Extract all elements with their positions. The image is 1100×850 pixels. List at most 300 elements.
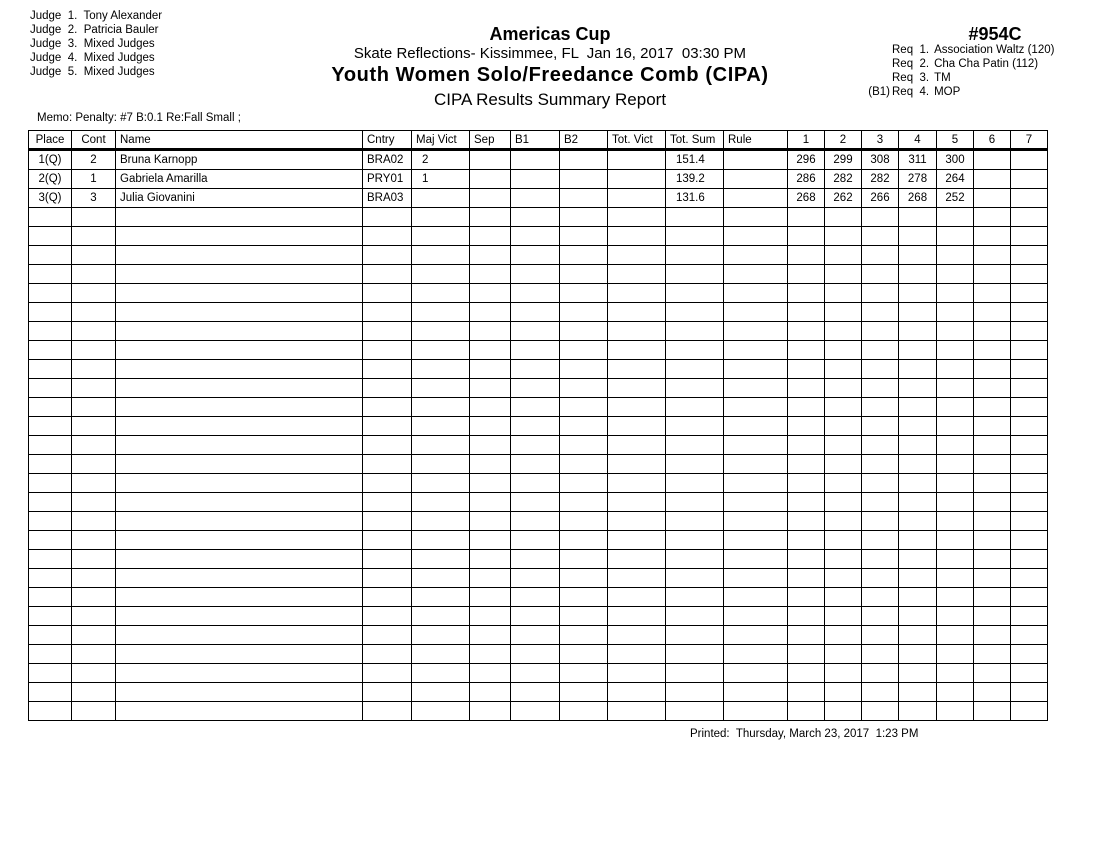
cell-j7: [1011, 303, 1048, 322]
cell-cntry: [363, 645, 412, 664]
cell-name: [116, 664, 363, 683]
cell-j3: [862, 246, 899, 265]
cell-cont: 1: [72, 170, 116, 189]
cell-j5: [937, 341, 974, 360]
judge-entry: Judge 4. Mixed Judges: [30, 52, 155, 64]
cell-j1: [788, 569, 825, 588]
cell-maj-vict: [412, 645, 470, 664]
cell-j2: 299: [825, 150, 862, 170]
table-row: [29, 626, 1048, 645]
report-title: CIPA Results Summary Report: [433, 90, 667, 109]
cell-tot-sum: 131.6: [666, 189, 724, 208]
cell-j1: 296: [788, 150, 825, 170]
cell-j1: [788, 550, 825, 569]
cell-j1: [788, 246, 825, 265]
cell-sep: [470, 341, 511, 360]
cell-sep: [470, 569, 511, 588]
cell-tot-sum: [666, 303, 724, 322]
cell-maj-vict: [412, 265, 470, 284]
column-header: 4: [899, 131, 937, 150]
cell-j7: [1011, 588, 1048, 607]
cell-j2: 282: [825, 170, 862, 189]
cell-maj-vict: [412, 683, 470, 702]
cell-rule: [724, 189, 788, 208]
cell-cont: [72, 588, 116, 607]
cell-rule: [724, 512, 788, 531]
judge-entry: Judge 2. Patricia Bauler: [30, 24, 159, 36]
cell-place: [29, 303, 72, 322]
cell-sep: [470, 664, 511, 683]
cell-j6: [974, 322, 1011, 341]
cell-cntry: [363, 531, 412, 550]
cell-j4: [899, 588, 937, 607]
cell-place: [29, 208, 72, 227]
cell-name: [116, 531, 363, 550]
cell-j1: [788, 398, 825, 417]
table-row: [29, 436, 1048, 455]
cell-place: [29, 493, 72, 512]
cell-j1: [788, 208, 825, 227]
cell-b1: [511, 645, 560, 664]
cell-b1: [511, 341, 560, 360]
table-row: [29, 150, 1048, 170]
cell-j5: [937, 417, 974, 436]
cell-cntry: [363, 398, 412, 417]
cell-j5: [937, 322, 974, 341]
cell-j6: [974, 208, 1011, 227]
cell-j3: [862, 379, 899, 398]
requirement-entry: [858, 57, 1054, 71]
cell-tot-vict: [608, 569, 666, 588]
cell-j2: [825, 303, 862, 322]
cell-place: [29, 683, 72, 702]
cell-j3: [862, 550, 899, 569]
cell-cont: [72, 683, 116, 702]
cell-rule: [724, 455, 788, 474]
cell-b2: [560, 360, 608, 379]
cell-j6: [974, 150, 1011, 170]
cell-j7: [1011, 626, 1048, 645]
cell-cntry: [363, 588, 412, 607]
cell-j5: [937, 664, 974, 683]
cell-b1: [511, 208, 560, 227]
cell-j1: [788, 645, 825, 664]
cell-tot-vict: [608, 379, 666, 398]
cell-j4: [899, 208, 937, 227]
cell-b1: [511, 607, 560, 626]
cell-tot-vict: [608, 645, 666, 664]
cell-b1: [511, 284, 560, 303]
cell-j7: [1011, 531, 1048, 550]
cell-j2: [825, 626, 862, 645]
cell-j4: [899, 493, 937, 512]
cell-j4: [899, 265, 937, 284]
cell-name: [116, 702, 363, 721]
table-row: [29, 474, 1048, 493]
cell-tot-sum: [666, 645, 724, 664]
cell-maj-vict: [412, 607, 470, 626]
cell-b1: [511, 246, 560, 265]
cell-j2: [825, 227, 862, 246]
cell-j7: [1011, 227, 1048, 246]
cell-cntry: [363, 303, 412, 322]
cell-b2: [560, 265, 608, 284]
cell-b1: [511, 493, 560, 512]
cell-b2: [560, 531, 608, 550]
cell-j1: [788, 683, 825, 702]
cell-place: [29, 512, 72, 531]
cell-place: [29, 436, 72, 455]
cell-tot-vict: [608, 170, 666, 189]
table-row: [29, 170, 1048, 189]
requirement-value: TM: [934, 72, 951, 84]
cell-j1: [788, 227, 825, 246]
cell-cntry: [363, 455, 412, 474]
cell-sep: [470, 436, 511, 455]
cell-name: [116, 341, 363, 360]
cell-tot-sum: [666, 360, 724, 379]
cell-j4: [899, 512, 937, 531]
column-header: Sep: [470, 131, 511, 150]
cell-name: Gabriela Amarilla: [116, 170, 363, 189]
cell-tot-sum: [666, 512, 724, 531]
cell-name: [116, 512, 363, 531]
cell-tot-sum: [666, 341, 724, 360]
cell-name: [116, 227, 363, 246]
cell-j6: [974, 170, 1011, 189]
cell-b1: [511, 303, 560, 322]
results-table: [28, 130, 1048, 721]
cell-j6: [974, 189, 1011, 208]
cell-j5: [937, 493, 974, 512]
cell-tot-vict: [608, 150, 666, 170]
cell-j1: [788, 607, 825, 626]
cell-j7: [1011, 512, 1048, 531]
cell-b2: [560, 702, 608, 721]
cell-b1: [511, 455, 560, 474]
table-row: [29, 284, 1048, 303]
table-row: [29, 341, 1048, 360]
cell-cntry: BRA02: [363, 150, 412, 170]
requirement-entry: [858, 85, 1054, 99]
cell-j2: [825, 664, 862, 683]
cell-b2: [560, 569, 608, 588]
cell-b2: [560, 436, 608, 455]
cell-j3: [862, 702, 899, 721]
cell-j5: 300: [937, 150, 974, 170]
cell-j1: [788, 626, 825, 645]
cell-sep: [470, 683, 511, 702]
requirement-label: Req 2.: [892, 58, 930, 70]
cell-name: [116, 436, 363, 455]
cell-j6: [974, 436, 1011, 455]
cell-j2: [825, 417, 862, 436]
cell-tot-sum: [666, 246, 724, 265]
cell-rule: [724, 150, 788, 170]
cell-j3: [862, 455, 899, 474]
cell-j4: [899, 474, 937, 493]
cell-place: [29, 702, 72, 721]
judge-entry: Judge 3. Mixed Judges: [30, 38, 155, 50]
cell-rule: [724, 417, 788, 436]
cell-tot-sum: [666, 379, 724, 398]
cell-j1: [788, 455, 825, 474]
cell-name: [116, 493, 363, 512]
cell-j3: 266: [862, 189, 899, 208]
cell-j2: [825, 455, 862, 474]
cell-maj-vict: [412, 531, 470, 550]
column-header: 5: [937, 131, 974, 150]
cell-j2: [825, 493, 862, 512]
cell-b1: [511, 664, 560, 683]
cell-j7: [1011, 455, 1048, 474]
cell-place: [29, 455, 72, 474]
cell-b2: [560, 398, 608, 417]
cell-rule: [724, 493, 788, 512]
cell-j7: [1011, 150, 1048, 170]
cell-maj-vict: [412, 588, 470, 607]
cell-j6: [974, 588, 1011, 607]
cell-maj-vict: [412, 436, 470, 455]
cell-tot-sum: [666, 493, 724, 512]
cell-j7: [1011, 379, 1048, 398]
cell-cont: [72, 455, 116, 474]
cell-name: [116, 645, 363, 664]
cell-j7: [1011, 664, 1048, 683]
cell-j6: [974, 531, 1011, 550]
cell-b2: [560, 455, 608, 474]
column-header: 7: [1011, 131, 1048, 150]
cell-place: [29, 284, 72, 303]
cell-b1: [511, 626, 560, 645]
cell-tot-vict: [608, 702, 666, 721]
cell-tot-vict: [608, 341, 666, 360]
cell-j3: [862, 227, 899, 246]
cell-rule: [724, 322, 788, 341]
cell-cont: [72, 436, 116, 455]
cell-place: 1(Q): [29, 150, 72, 170]
cell-sep: [470, 170, 511, 189]
cell-b2: [560, 170, 608, 189]
cell-j3: [862, 284, 899, 303]
cell-rule: [724, 531, 788, 550]
cell-name: [116, 303, 363, 322]
cell-sep: [470, 303, 511, 322]
cell-j3: [862, 569, 899, 588]
cell-j7: [1011, 683, 1048, 702]
cell-tot-sum: [666, 702, 724, 721]
cell-b2: [560, 150, 608, 170]
cell-j1: [788, 417, 825, 436]
cell-j1: [788, 360, 825, 379]
cell-j1: [788, 531, 825, 550]
cell-rule: [724, 398, 788, 417]
cell-b1: [511, 398, 560, 417]
cell-j3: [862, 645, 899, 664]
cell-j2: [825, 474, 862, 493]
cell-tot-sum: [666, 664, 724, 683]
cell-sep: [470, 474, 511, 493]
cell-cntry: [363, 322, 412, 341]
cell-j2: [825, 436, 862, 455]
cell-rule: [724, 341, 788, 360]
cell-sep: [470, 493, 511, 512]
cell-cont: [72, 531, 116, 550]
cell-b2: [560, 379, 608, 398]
cell-cont: 3: [72, 189, 116, 208]
cell-j6: [974, 398, 1011, 417]
cell-sep: [470, 607, 511, 626]
cell-sep: [470, 322, 511, 341]
cell-rule: [724, 246, 788, 265]
cell-j2: [825, 702, 862, 721]
cell-j2: [825, 588, 862, 607]
cell-maj-vict: [412, 322, 470, 341]
requirement-prefix: [858, 43, 892, 57]
cell-j5: [937, 550, 974, 569]
cell-place: [29, 360, 72, 379]
cell-maj-vict: [412, 303, 470, 322]
cell-sep: [470, 150, 511, 170]
cell-j7: [1011, 607, 1048, 626]
cell-place: 2(Q): [29, 170, 72, 189]
cell-j2: [825, 607, 862, 626]
cell-tot-vict: [608, 189, 666, 208]
cell-rule: [724, 626, 788, 645]
cell-j7: [1011, 170, 1048, 189]
cell-cntry: [363, 607, 412, 626]
cell-j4: [899, 341, 937, 360]
cell-cntry: [363, 664, 412, 683]
cell-name: [116, 208, 363, 227]
table-row: [29, 569, 1048, 588]
cell-j2: 262: [825, 189, 862, 208]
cell-j6: [974, 265, 1011, 284]
cell-rule: [724, 550, 788, 569]
column-header: Cont: [72, 131, 116, 150]
cell-j7: [1011, 341, 1048, 360]
cell-cont: [72, 626, 116, 645]
cell-tot-vict: [608, 474, 666, 493]
column-header: Cntry: [363, 131, 412, 150]
cell-j4: [899, 360, 937, 379]
cell-j5: [937, 208, 974, 227]
cell-tot-sum: [666, 208, 724, 227]
cell-j4: [899, 436, 937, 455]
cell-j3: [862, 626, 899, 645]
requirement-entry: [858, 71, 1054, 85]
cell-cntry: [363, 493, 412, 512]
cell-cntry: [363, 208, 412, 227]
cell-name: [116, 455, 363, 474]
cell-j1: [788, 265, 825, 284]
cell-sep: [470, 702, 511, 721]
cell-cntry: [363, 702, 412, 721]
cell-rule: [724, 227, 788, 246]
cell-rule: [724, 588, 788, 607]
cell-j5: [937, 265, 974, 284]
cell-j3: [862, 474, 899, 493]
cell-name: [116, 683, 363, 702]
cell-cont: [72, 512, 116, 531]
cell-tot-vict: [608, 664, 666, 683]
cell-b1: [511, 436, 560, 455]
cell-j6: [974, 303, 1011, 322]
cell-j3: [862, 322, 899, 341]
cell-j1: [788, 664, 825, 683]
cell-tot-vict: [608, 550, 666, 569]
cell-cont: [72, 550, 116, 569]
cell-j3: [862, 303, 899, 322]
cell-tot-vict: [608, 265, 666, 284]
cell-tot-sum: [666, 398, 724, 417]
cell-cont: [72, 322, 116, 341]
cell-b2: [560, 683, 608, 702]
cell-cont: [72, 265, 116, 284]
cell-place: [29, 322, 72, 341]
cell-tot-sum: [666, 265, 724, 284]
cell-j4: 311: [899, 150, 937, 170]
cell-j2: [825, 379, 862, 398]
cell-b1: [511, 150, 560, 170]
cell-j1: [788, 702, 825, 721]
cell-rule: [724, 607, 788, 626]
cell-cont: [72, 607, 116, 626]
cell-j4: [899, 664, 937, 683]
cell-j5: [937, 455, 974, 474]
cell-cntry: [363, 341, 412, 360]
cell-b1: [511, 531, 560, 550]
event-number: #954C: [968, 24, 1022, 44]
cell-j3: 282: [862, 170, 899, 189]
table-row: [29, 189, 1048, 208]
cell-tot-sum: [666, 436, 724, 455]
cell-maj-vict: [412, 569, 470, 588]
cell-j4: [899, 569, 937, 588]
cell-j5: [937, 645, 974, 664]
cell-maj-vict: [412, 398, 470, 417]
cell-j2: [825, 645, 862, 664]
cell-j5: [937, 512, 974, 531]
cell-b1: [511, 550, 560, 569]
cell-j4: [899, 550, 937, 569]
cell-place: [29, 417, 72, 436]
cell-place: [29, 664, 72, 683]
cell-b1: [511, 474, 560, 493]
cell-j6: [974, 246, 1011, 265]
cell-sep: [470, 417, 511, 436]
cell-tot-vict: [608, 626, 666, 645]
cell-j5: [937, 626, 974, 645]
cell-cntry: [363, 512, 412, 531]
table-row: [29, 702, 1048, 721]
cell-cntry: [363, 379, 412, 398]
cell-j3: [862, 683, 899, 702]
cell-tot-sum: [666, 626, 724, 645]
cell-j7: [1011, 208, 1048, 227]
cell-b2: [560, 341, 608, 360]
cell-j2: [825, 341, 862, 360]
cell-tot-vict: [608, 683, 666, 702]
cell-tot-sum: [666, 455, 724, 474]
cell-tot-vict: [608, 493, 666, 512]
cell-j5: [937, 588, 974, 607]
cell-j5: [937, 246, 974, 265]
requirement-label: Req 4.: [892, 86, 930, 98]
cell-j4: [899, 531, 937, 550]
cell-j3: [862, 341, 899, 360]
cell-sep: [470, 531, 511, 550]
